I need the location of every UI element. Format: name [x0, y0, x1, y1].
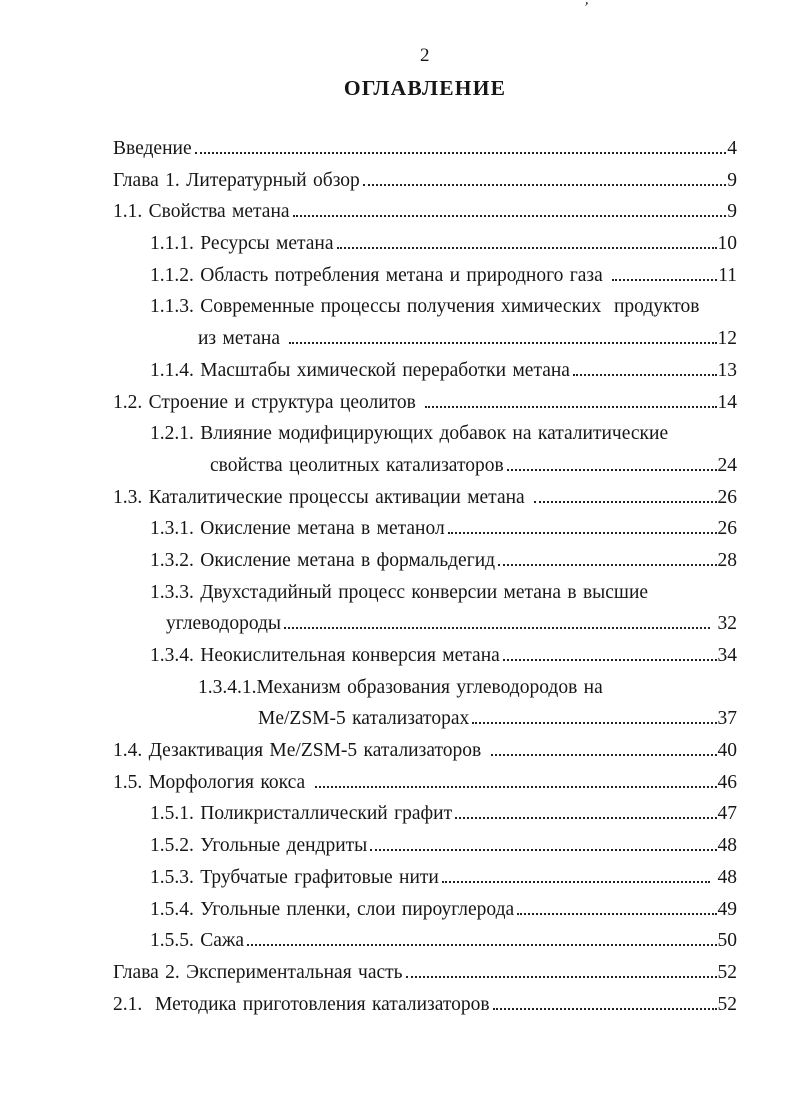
toc-page-number: 9 [727, 169, 737, 191]
dot-leader [363, 184, 726, 186]
toc-entry-text: из метана [198, 328, 287, 350]
toc-page-number: 9 [727, 201, 737, 223]
dot-leader [337, 247, 717, 249]
page-title: ОГЛАВЛЕНИЕ [343, 76, 507, 100]
toc-page-number: 4 [727, 138, 737, 159]
dot-leader [507, 469, 717, 471]
toc-row [113, 392, 737, 424]
toc-page-number: 13 [717, 359, 737, 381]
dot-leader [491, 754, 717, 756]
toc-entry-text: 1.5.2. Угольные дендриты [150, 835, 368, 857]
toc-row [113, 423, 737, 455]
toc-row [113, 708, 737, 740]
toc-page-number: 11 [718, 264, 737, 286]
toc-entry-text: 1.1.1. Ресурсы метана [150, 233, 334, 255]
toc-page-number: 48 [711, 866, 737, 888]
toc-row [113, 835, 737, 867]
dot-leader [293, 215, 727, 217]
toc-page-number: 37 [717, 708, 737, 730]
toc-entry-text: 1.1.2. Область потребления метана и природного газа [150, 264, 610, 286]
toc-entry-text: 1.3.3. Двухстадийный процесс конверсии метана в высшие [150, 581, 649, 603]
toc-page-number: 40 [717, 740, 737, 762]
dot-leader [442, 881, 710, 883]
toc-row [113, 518, 737, 550]
toc-row [113, 803, 737, 835]
dot-leader [503, 659, 717, 661]
toc-row [113, 645, 737, 677]
dot-leader [573, 374, 717, 376]
dot-leader [517, 913, 716, 915]
toc-page-number: 50 [717, 930, 737, 952]
dot-leader [284, 627, 710, 629]
toc-page-number: 32 [711, 613, 737, 635]
toc-row [113, 265, 737, 297]
toc-row [113, 487, 737, 519]
toc-entry-text: свойства цеолитных катализаторов [210, 454, 504, 476]
dot-leader [455, 817, 716, 819]
toc-row [113, 677, 737, 709]
toc-row [113, 296, 737, 328]
toc-entry-text: 1.2. Строение и структура цеолитов [113, 391, 423, 413]
dot-leader [472, 722, 716, 724]
toc-page-number: 24 [717, 454, 737, 476]
dot-leader [370, 849, 716, 851]
toc-row [113, 899, 737, 931]
dot-leader [448, 532, 717, 534]
toc-row [113, 740, 737, 772]
toc-page-number: 26 [717, 486, 737, 508]
toc-page-number: 48 [717, 835, 737, 857]
toc-entry-text: 1.3.2. Окисление метана в формальдегид [150, 549, 496, 571]
toc-entry-text: 1.3. Каталитические процессы активации метана [113, 486, 532, 508]
toc-entry-text: 1.4. Дезактивация Me/ZSM-5 катализаторов [113, 740, 488, 762]
dot-leader [425, 406, 716, 408]
toc-page-number: 28 [717, 549, 737, 571]
toc-entry-text: 1.3.1. Окисление метана в метанол [150, 518, 445, 540]
toc-page-number: 46 [717, 771, 737, 793]
toc-row [113, 772, 737, 804]
toc-entry-text: 1.1.4. Масштабы химической переработки метана [150, 359, 570, 381]
toc-row [113, 360, 737, 392]
toc-row [113, 233, 737, 265]
toc-entry-text: Глава 2. Экспериментальная часть [113, 961, 403, 983]
toc-entry-text: 1.5.5. Сажа [150, 930, 245, 952]
toc-entry-text: Me/ZSM-5 катализаторах [258, 708, 470, 730]
toc-entry-text: 1.5.3. Трубчатые графитовые нити [150, 866, 439, 888]
toc-page-number: 52 [717, 993, 737, 1015]
toc-row [113, 550, 737, 582]
dot-leader [247, 944, 716, 946]
toc-entry-text: 1.1. Свойства метана [113, 201, 290, 223]
toc-entry-text: 1.2.1. Влияние модифицирующих добавок на каталитические [150, 423, 669, 445]
toc-entry-text: 2.1. Методика приготовления катализаторов [113, 993, 490, 1015]
toc-row [113, 962, 737, 994]
dot-leader [315, 786, 717, 788]
dot-leader [195, 152, 727, 154]
toc-row [113, 930, 737, 962]
toc-row [113, 994, 737, 1026]
dot-leader [612, 279, 717, 281]
dot-leader [289, 342, 716, 344]
toc-entry-text: 1.3.4. Неокислительная конверсия метана [150, 645, 500, 666]
toc-row [113, 170, 737, 202]
dot-leader [534, 501, 716, 503]
toc-row [113, 613, 737, 645]
dot-leader [498, 564, 716, 566]
toc-row [113, 455, 737, 487]
toc-entry-text: 1.3.4.1.Механизм образования углеводородов на [198, 676, 603, 698]
toc-page-number: 34 [717, 645, 737, 666]
toc-row [113, 328, 737, 360]
toc-page-number: 47 [717, 803, 737, 825]
dot-leader [406, 976, 717, 978]
toc-entry-text: 1.5.4. Угольные пленки, слои пироуглерода [150, 898, 515, 920]
toc-page-number: 26 [717, 518, 737, 540]
toc-page-number: 49 [717, 898, 737, 920]
toc-entry-text: 1.5. Морфология кокса [113, 771, 312, 793]
toc-page-number: 12 [717, 328, 737, 350]
table-of-contents [113, 138, 737, 1025]
toc-entry-text: Глава 1. Литературный обзор [113, 169, 360, 191]
toc-entry-text: 1.1.3. Современные процессы получения химических продуктов [150, 296, 700, 318]
toc-row [113, 138, 737, 170]
toc-entry-text: 1.5.1. Поликристаллический графит [150, 803, 453, 825]
dot-leader [493, 1008, 717, 1010]
toc-row [113, 582, 737, 614]
scan-artifact-mark: ’ [581, 0, 590, 17]
toc-page-number: 14 [717, 391, 737, 413]
toc-row [113, 867, 737, 899]
toc-page-number: 52 [717, 961, 737, 983]
toc-row [113, 201, 737, 233]
toc-entry-text: углеводороды [166, 613, 282, 635]
toc-page-number: 10 [717, 233, 737, 255]
page-number: 2 [420, 45, 430, 66]
toc-entry-text: Введение [113, 138, 192, 159]
